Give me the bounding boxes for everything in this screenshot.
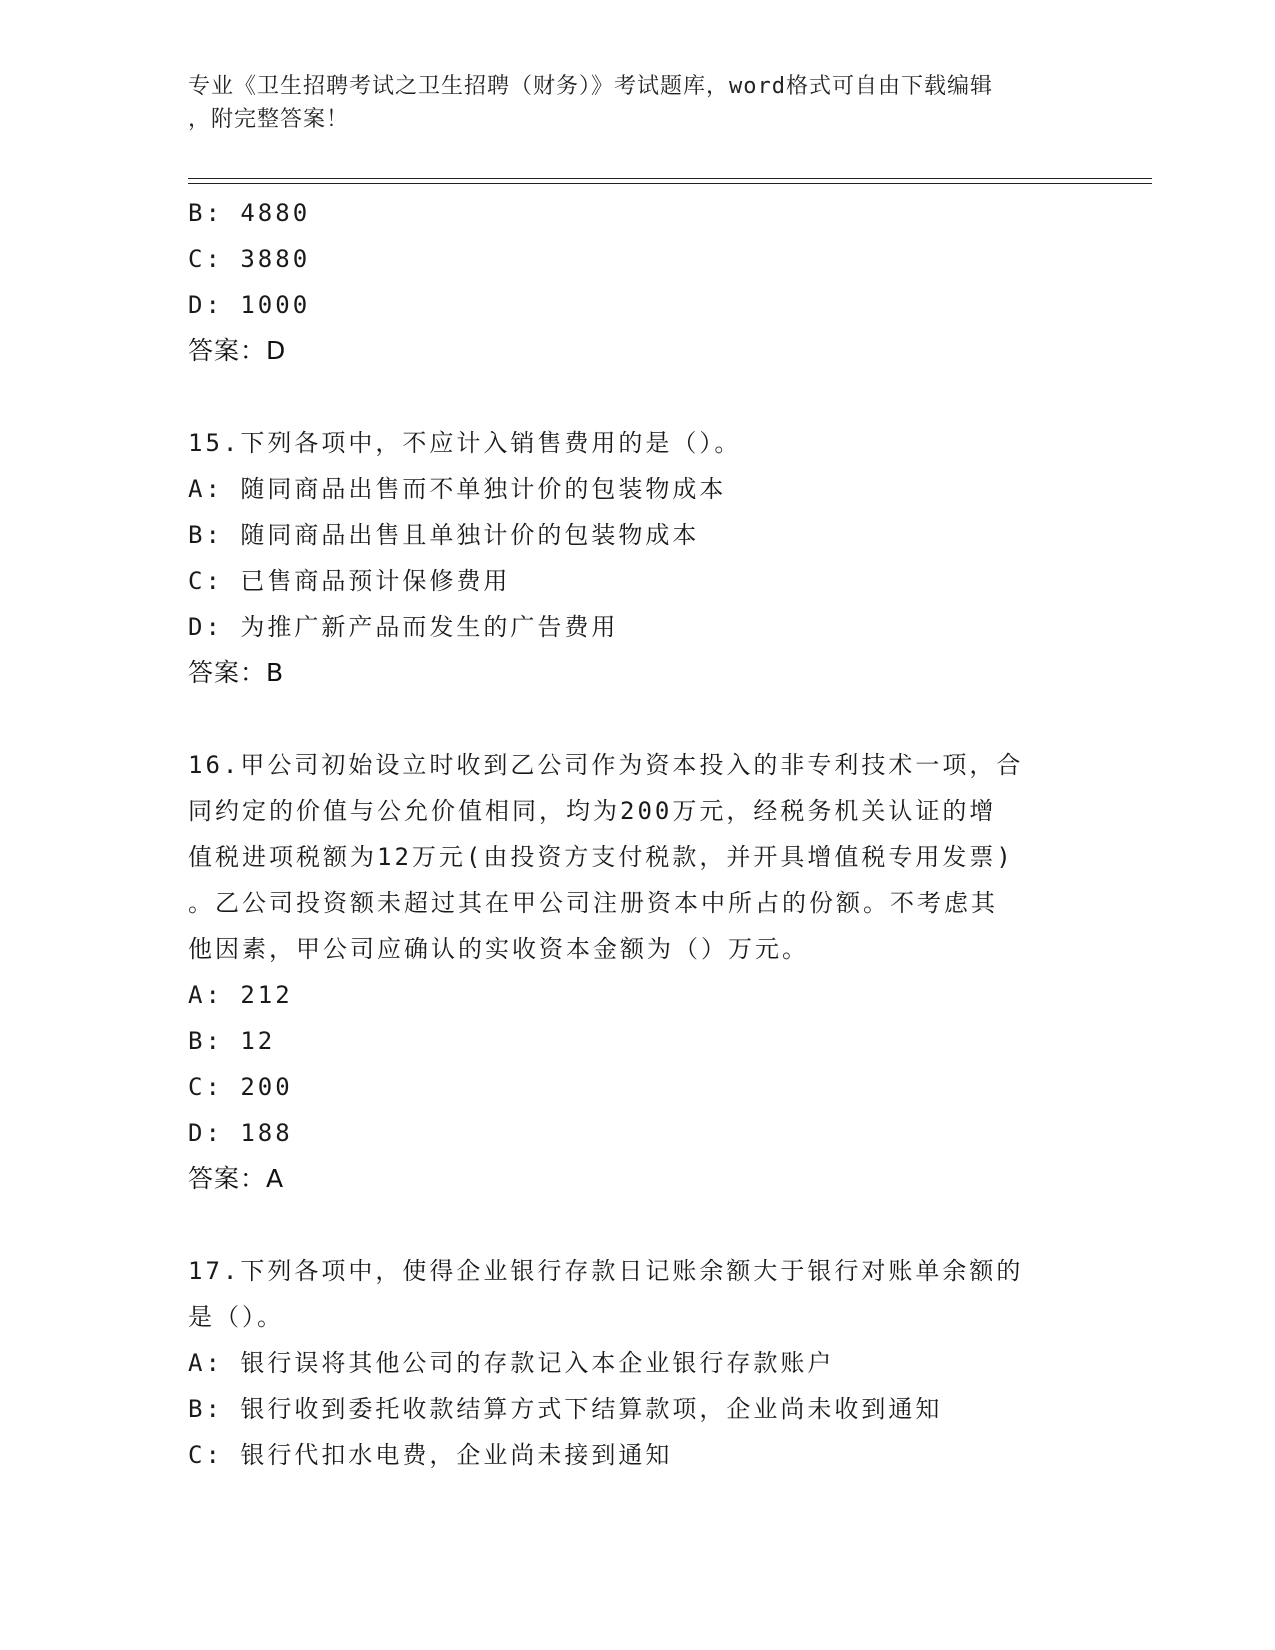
answer-line: 答案：D [188, 336, 287, 365]
question-text-line-1: 17.下列各项中，使得企业银行存款日记账余额大于银行对账单余额的 [188, 1257, 1024, 1285]
spacer [188, 696, 1088, 742]
header-line-1: 专业《卫生招聘考试之卫生招聘（财务）》考试题库，word格式可自由下载编辑 [188, 74, 993, 99]
option-d: D: 为推广新产品而发生的广告费用 [188, 613, 619, 641]
header-line-2: ，附完整答案！ [188, 107, 350, 132]
option-c: C: 已售商品预计保修费用 [188, 567, 511, 595]
option-a: A: 212 [188, 981, 293, 1009]
spacer [188, 374, 1088, 420]
answer-line: 答案：B [188, 658, 285, 687]
question-text-line-4: 。乙公司投资额未超过其在甲公司注册资本中所占的份额。不考虑其 [188, 889, 998, 917]
option-c: C: 银行代扣水电费，企业尚未接到通知 [188, 1441, 673, 1469]
option-b: B: 12 [188, 1027, 276, 1055]
spacer [188, 1202, 1088, 1248]
option-a: A: 随同商品出售而不单独计价的包装物成本 [188, 475, 727, 503]
option-b: B: 随同商品出售且单独计价的包装物成本 [188, 521, 700, 549]
option-b: B: 4880 [188, 199, 311, 227]
header-divider [188, 178, 1152, 184]
question-17 [188, 1248, 1088, 1478]
question-text-line-2: 同约定的价值与公允价值相同，均为200万元，经税务机关认证的增 [188, 797, 997, 825]
question-text-line-1: 16.甲公司初始设立时收到乙公司作为资本投入的非专利技术一项，合 [188, 751, 1024, 779]
question-text-line-2: 是（）。 [188, 1303, 284, 1331]
question-text: 15.下列各项中，不应计入销售费用的是（）。 [188, 429, 742, 457]
question-16 [188, 742, 1088, 1202]
answer-line: 答案：A [188, 1164, 285, 1193]
question-15 [188, 420, 1088, 696]
option-c: C: 3880 [188, 245, 311, 273]
option-b: B: 银行收到委托收款结算方式下结算款项，企业尚未收到通知 [188, 1395, 943, 1423]
option-a: A: 银行误将其他公司的存款记入本企业银行存款账户 [188, 1349, 835, 1377]
question-list [188, 190, 1088, 1478]
question-text-line-5: 他因素，甲公司应确认的实收资本金额为（）万元。 [188, 935, 809, 963]
document-header [188, 70, 1088, 136]
option-d: D: 188 [188, 1119, 293, 1147]
question-14-tail [188, 190, 1088, 374]
option-d: D: 1000 [188, 291, 311, 319]
question-text-line-3: 值税进项税额为12万元(由投资方支付税款，并开具增值税专用发票) [188, 843, 1014, 871]
option-c: C: 200 [188, 1073, 293, 1101]
